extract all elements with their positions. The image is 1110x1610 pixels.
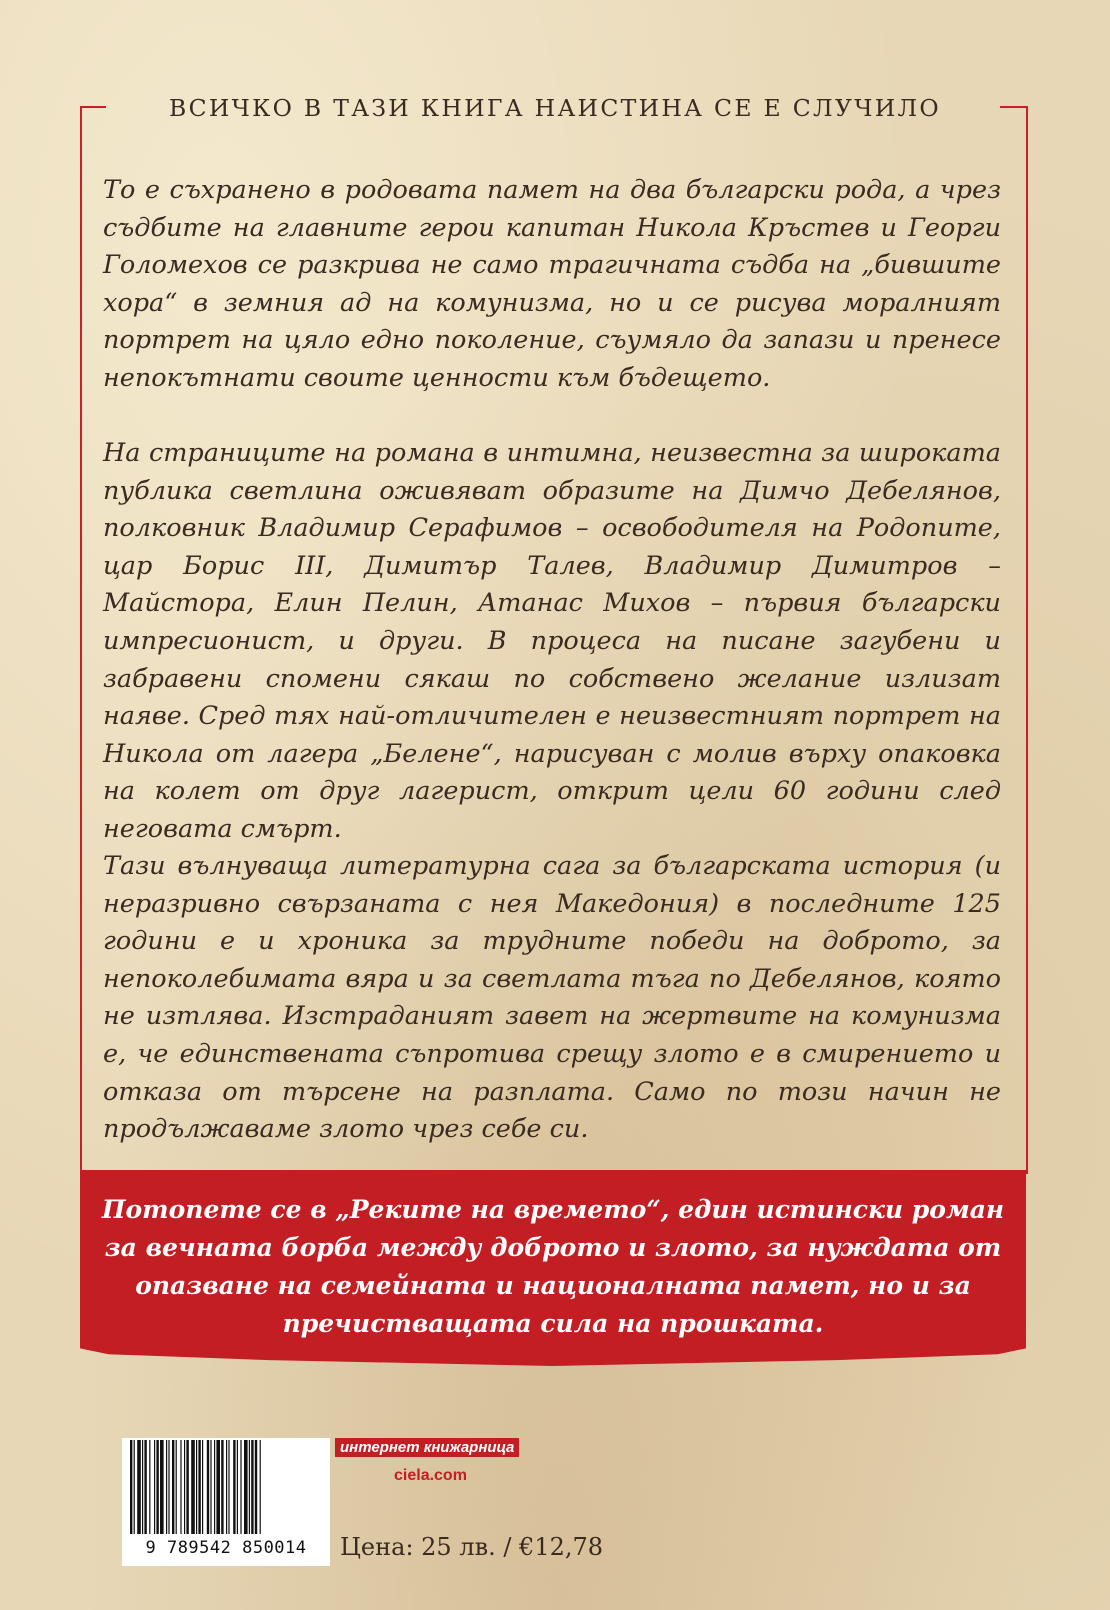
- barcode-bar: [228, 1440, 229, 1534]
- online-bookstore-label: интернет книжарница: [335, 1438, 519, 1457]
- barcode-bar: [137, 1440, 141, 1534]
- barcode-bar: [172, 1440, 174, 1534]
- barcode-bar: [142, 1440, 143, 1534]
- synopsis-paragraph-1: То е съхранено в родовата памет на два български рода, а чрез съдбите на главните герои капитан Никола Кръстев и Георги Голомехов се разкрива не само трагичната съдба на „бившите хора“ в земния ад на комунизма, но и се рисува моралният портрет на цяло едно поколение, съумяло да запази и пренесе непокътнати своите ценности към бъдещето.: [103, 175, 1001, 393]
- barcode-bar: [149, 1440, 150, 1534]
- synopsis-paragraph-3: Тази вълнуваща литературна сага за българската история (и неразривно свързаната с нея Македония) в последните 125 години е и хроника за трудните победи на доброто, за непоколебимата вяра и за светлата тъга по Дебелянов, която не изтлява. Изстраданият завет на жертвите на комунизма е, че единствената съпротива срещу злото е в смирението и отказа от търсене на разплата. Само по този начин не продължаваме злото чрез себе си.: [103, 851, 1001, 1145]
- barcode-bar: [186, 1440, 188, 1534]
- barcode-bar: [260, 1440, 261, 1534]
- barcode-bar: [160, 1440, 164, 1534]
- barcode-bar: [240, 1440, 241, 1534]
- barcode-bar: [184, 1440, 185, 1534]
- barcode-bar: [198, 1440, 200, 1534]
- barcode-bar: [210, 1440, 211, 1534]
- price-label: Цена: 25 лв. / €12,78: [340, 1533, 604, 1561]
- back-cover-heading: ВСИЧКО В ТАЗИ КНИГА НАИСТИНА СЕ Е СЛУЧИЛО: [169, 94, 941, 122]
- barcode-bar: [251, 1440, 253, 1534]
- barcode-bar: [207, 1440, 209, 1534]
- barcode-bar: [233, 1440, 235, 1534]
- barcode-bar: [255, 1440, 257, 1534]
- barcode-bar: [226, 1440, 227, 1534]
- banner-blurb: Потопете се в „Реките на времето“, един истински роман за вечната борба между доброто и злото, за нуждата от опазване на семейната и националната памет, но и за пречистващата сила на прошката.: [101, 1195, 1005, 1338]
- barcode-bar: [154, 1440, 155, 1534]
- barcode-bar: [134, 1440, 135, 1534]
- barcode-bar: [168, 1440, 169, 1534]
- barcode-bar: [130, 1440, 132, 1534]
- barcode-bar: [180, 1440, 181, 1534]
- barcode-bar: [166, 1440, 167, 1534]
- synopsis-paragraph-2: На страниците на романа в интимна, неизвестна за широката публика светлина оживяват образите на Димчо Дебелянов, полковник Владимир Серафимов – освободителя на Родопите, цар Борис III, Димитър Талев, Владимир Димитров – Майстора, Елин Пелин, Атанас Михов – първия български импресионист, и други. В процеса на писане загубени и забравени спомени сякаш по собствено желание излизат наяве. Сред тях най-отличителен е неизвестният портрет на Никола от лагера „Белене“, нарисуван с молив върху опаковка на колет от друг лагерист, открит цели 60 години след неговата смърт.: [103, 438, 1001, 844]
- publisher-url: ciela.com: [394, 1467, 467, 1484]
- barcode-bar: [216, 1440, 220, 1534]
- isbn-barcode: [122, 1438, 330, 1566]
- barcode-bar: [249, 1440, 250, 1534]
- barcode-bar: [156, 1440, 158, 1534]
- barcode-number: 9 789542 850014: [145, 1538, 307, 1558]
- frame-top-left-segment: [80, 106, 106, 108]
- barcode-bar: [191, 1440, 195, 1534]
- barcode-bar: [176, 1440, 177, 1534]
- barcode-bars: [126, 1440, 326, 1536]
- barcode-bar: [144, 1440, 146, 1534]
- barcode-bar: [221, 1440, 223, 1534]
- barcode-bar: [244, 1440, 248, 1534]
- barcode-bar: [214, 1440, 215, 1534]
- frame-top-right-segment: [1000, 106, 1026, 108]
- barcode-bar: [196, 1440, 197, 1534]
- barcode-bar: [202, 1440, 203, 1534]
- barcode-bar: [237, 1440, 238, 1534]
